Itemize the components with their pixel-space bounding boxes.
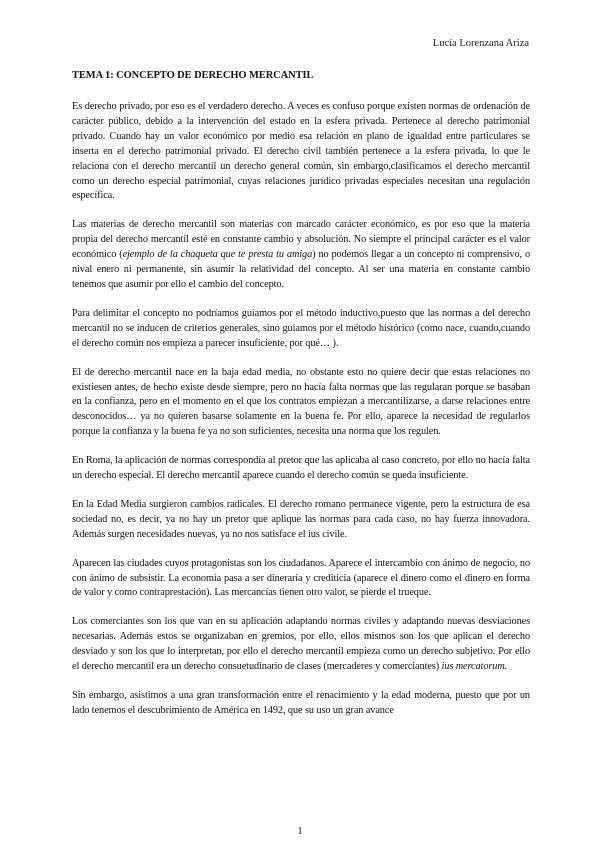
paragraph-9: Sin embargo, asistimos a una gran transformación entre el renacimiento y la edad moderna, puesto que por un lado tenemos el descubrimiento de América en 1492, que su uso un gran avance: [72, 690, 530, 716]
paragraph-8: [72, 615, 530, 675]
page-number: 1: [297, 826, 303, 837]
paragraph-4: El de derecho mercantil nace en la baja edad media, no obstante esto no quiere decir que estas relaciones no existiesen antes, de hecho existe desde siempre, pero no hacía falta normas que las regularan porque se basaban en la confianza, pero en el momento en el que los contratos empiezan a mercantilizarse, a darse relaciones entre desconocidos… ya no quieren basarse solamente en la buena fe. Por ello, aparece la necesidad de regularlos porque la confianza y la buena fe ya no son suficientes, necesita una norma que los regulen.: [72, 366, 530, 438]
paragraph-8-text-a: Los comerciantes son los que van en su aplicación adaptando normas civiles y adaptando nuevas desviaciones necesarias. Además estos se organizaban en gremios, por ello, ellos mismos son los que aplican el derecho desviado y son los que lo interpretan, por ello el derecho mercantil empieza como un derecho subjetivo. Por ello el derecho mercantil era un derecho consuetudinario de clases (mercaderes y comerciantes): [72, 616, 530, 673]
author-name: Lucía Lorenzana Ariza: [432, 38, 529, 49]
paragraph-1: Es derecho privado, por eso es el verdadero derecho. A veces es confuso porque existen normas de ordenación de carácter público, debido a la intervención del estado en la esfera privada. Pertenece al derecho patrimonial privado. Cuando hay un valor económico por medio esa relación en plano de igualdad entre particulares se inserta en el derecho patrimonial privado. El derecho civil también pertenece a la esfera privada, lo que le relaciona con el derecho mercantil un derecho general común, sin embargo,clasificamos el derecho mercantil como un derecho especial patrimonial, cuyas relaciones jurídico privadas especiales necesitan una regulación específica.: [72, 101, 530, 202]
paragraph-3: Para delimitar el concepto no podríamos guiamos por el método inductivo,puesto que las normas a del derecho mercantil no se inducen de criterios generales, sino guiamos por el método histórico (como nace, cuando,cuando el derecho común nos empieza a parecer insuficiente, por qué… ).: [72, 307, 530, 349]
paragraph-2-text-b: ) no podemos llegar a un concepto ni comprensivo, o nival enero ni permanente, sin asumir la relatividad del concepto. Al ser una materia en constante cambio tenemos que asumir por ello el cambio del concepto.: [72, 249, 530, 290]
paragraph-2-italic: ejemplo de la chaqueta que te presta tu amiga: [122, 249, 313, 261]
paragraph-6: En la Edad Media surgieron cambios radicales. El derecho romano permanece vigente, pero la estructura de esa sociedad no, es decir, ya no hay un pretor que aplique las normas para cada caso, no hay fuerza innovadora. Además surgen necesidades nuevas, ya no nos satisface el ius civile.: [72, 498, 530, 540]
paragraph-5: En Roma, la aplicación de normas correspondía al pretor que las aplicaba al caso concreto, por ello no hacía falta un derecho especial. El derecho mercantil aparece cuando el derecho común se queda insuficiente.: [72, 455, 530, 482]
paragraph-8-italic: ius mercatorum.: [441, 661, 508, 673]
paragraph-2: [72, 218, 530, 293]
document-body: [72, 100, 530, 719]
page-title: TEMA 1: CONCEPTO DE DERECHO MERCANTIL: [72, 70, 314, 81]
paragraph-2-text-a: Las materias de derecho mercantil son materias con marcado carácter económico, es por eso que la materia propia del derecho mercantil esté en constante cambio y absolución. No siempre el principal carácter es el valor económico (: [72, 219, 530, 261]
paragraph-7: Aparecen las ciudades cuyos protagonistas son los ciudadanos. Aparece el intercambio con ánimo de negocio, no con ánimo de subsistir. La economía pasa a ser dineraria y crediticia (aparece el dinero como el dinero en forma de valor y como contraprestación). Las mercancías tienen otro valor, se pierde el trueque.: [72, 557, 530, 599]
